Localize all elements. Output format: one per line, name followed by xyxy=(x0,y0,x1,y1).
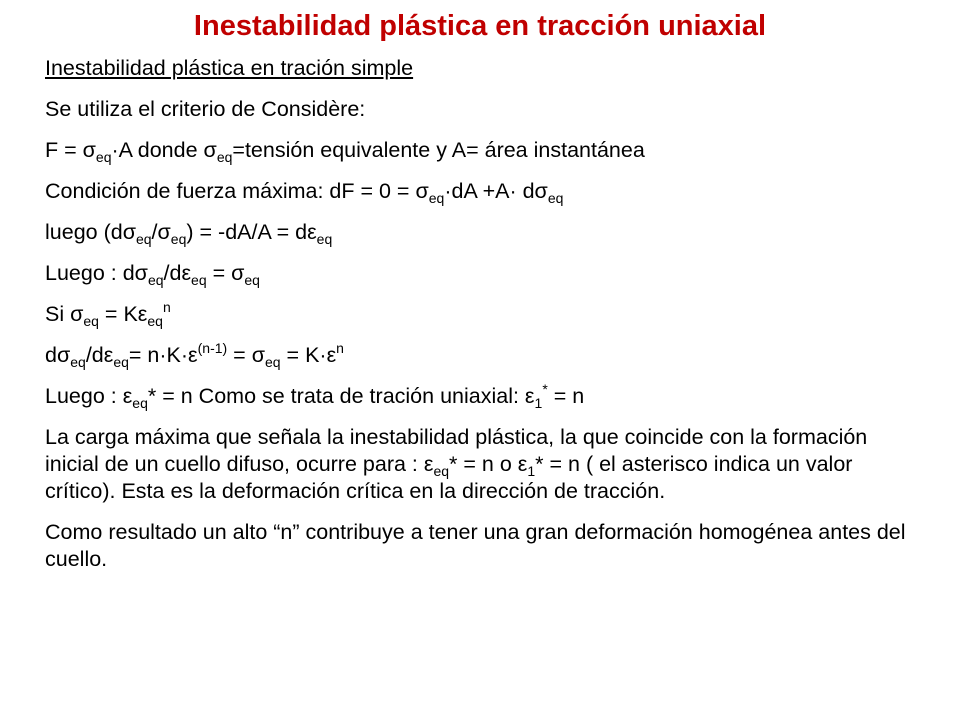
conclusion-paragraph: Como resultado un alto “n” contribuye a tener una gran deformación homogénea antes del cuello. xyxy=(45,520,906,571)
max-force-condition: Condición de fuerza máxima: dF = $0 = \sigma_{eq}\cdot dA +A\cdot d\sigma_{eq}$ xyxy=(45,179,564,206)
critical-strain-result: Luego : $\varepsilon_{eq}* = n$ Como se trata de tración uniaxial: $\varepsilon_1^* = n$ xyxy=(45,381,585,411)
slide-body xyxy=(45,55,925,587)
section-subtitle: Inestabilidad plástica en tración simple xyxy=(45,56,414,80)
stress-ratio-equation: luego $(d\sigma_{eq}/\sigma_{eq}) = -dA/A = d\varepsilon_{eq}$ xyxy=(45,220,333,247)
considere-intro: Se utiliza el criterio de Considère: xyxy=(45,97,366,121)
derivative-equation: $d\sigma_{eq}/d\varepsilon_{eq}= n\cdot K\cdot\varepsilon^{(n-1)} = \sigma_{eq} = K\cdot\varepsilon^n$ xyxy=(45,340,344,370)
force-definition: $F = \sigma_{eq}\cdot A$ donde $\sigma_{eq}=tensión$ equivalente y A= área instantánea xyxy=(45,138,645,165)
max-load-paragraph: La carga máxima que señala la inestabilidad plástica, la que coincide con la formación inicial de un cuello difuso, ocurre para : $\varepsilon_{eq}* = n$ o $\varepsilon_1* = n$ ( el asterisco indica un valor crítico). Esta es la deformación crítica en la dirección de tracción. xyxy=(45,425,868,503)
hardening-condition: Luego : $d\sigma_{eq}/d\varepsilon_{eq} = \sigma_{eq}$ xyxy=(45,261,260,288)
power-law-equation: Si $\sigma_{eq} = K\varepsilon_{eq}^n$ xyxy=(45,299,171,329)
slide-title: Inestabilidad plástica en tracción uniaxial xyxy=(193,10,767,42)
